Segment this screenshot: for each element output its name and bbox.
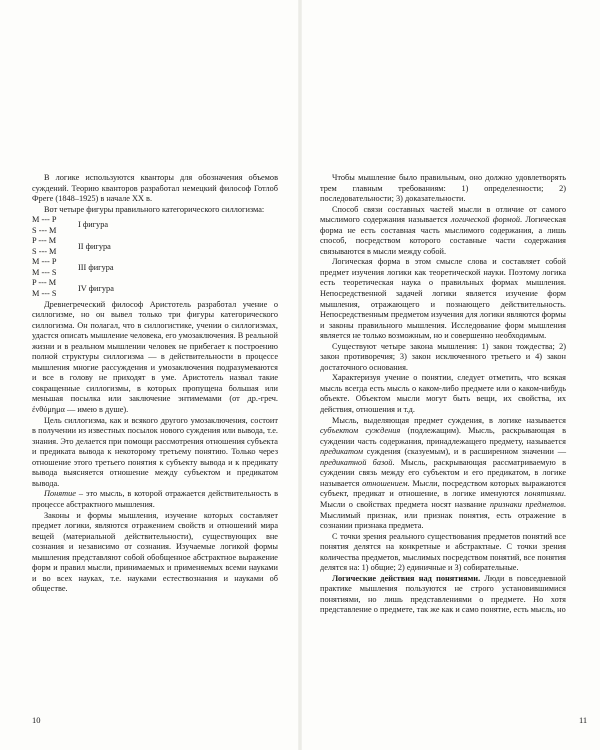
page-number-right: 11	[579, 715, 588, 725]
figure-premise: S --- M	[32, 246, 57, 256]
figure-premise: M --- S	[32, 289, 57, 299]
term-concepts: понятиями	[524, 489, 564, 499]
figure-row	[32, 278, 114, 289]
paragraph-concept-kinds: С точки зрения реального существования предметов понятий все понятия делятся на конкретные и абстрактные. С точки зрения количества предметов, мыслимых посредством понятий, все понятия делятся на: 1) общие; 2) единичные и 3) собирательные.	[320, 531, 566, 573]
term-predicate-base: предикатной базой	[320, 457, 393, 467]
paragraph-logical-actions	[320, 574, 566, 616]
paragraph-figures-heading: Вот четыре фигуры правильного категорического силлогизма:	[44, 204, 265, 214]
paragraph-aristotle: Древнегреческий философ Аристотель разработал учение о силлогизме, но он вывел только три фигуры категорического силлогизма. Он полагал, что в силлогистике, учении о силлогизмах, удастся описать мышление человека, его умозаключения. В реальной жизни и в реальном мышлении человек не прибегает к построению полной структуры силлогизма — в действительности в процессе мышления многие рассуждения и умозаключения подразумеваются и все в голову не приходят в уме. Аристотель назвал такие сокращенные силлогизмы, в которых пропущена большая или меньшая посылка или заключение энтимемами (от др.-греч. ἐνθύμημα — имею в душе).	[32, 299, 278, 415]
text-run: . Мысль, раскрывающая рассматриваемую в суждении связь между его субъектом и его предикатом, в логике называется	[320, 457, 566, 488]
paragraph-four-laws: Существуют четыре закона мышления: 1) закон тождества; 2) закон противоречия; 3) закон исключенного третьего и 4) закон достаточного основания.	[320, 341, 566, 372]
text-run: Способ связи составных частей мысли в отличие от самого мыслимого содержания называется	[320, 204, 566, 225]
term-subject: субъектом суждения	[320, 426, 401, 436]
figure-premise: P --- M	[32, 278, 57, 288]
figure-label: I фигура	[78, 220, 109, 230]
figure-label: III фигура	[78, 262, 114, 272]
figure-label: IV фигура	[78, 283, 114, 293]
figure-row	[32, 215, 114, 226]
term-concept: Понятие	[44, 489, 76, 499]
figure-label: II фигура	[78, 241, 111, 251]
paragraph-judgement	[320, 416, 566, 532]
figure-premise: P --- M	[32, 236, 57, 246]
right-page	[300, 0, 600, 750]
paragraph-object-of-thought: Характеризуя учение о понятии, следует отметить, что всякая мысль всегда есть мысль о каком-либо предмете или о каком-нибудь объекте. Объектом мысли могут быть вещи, их свойства, их действия, отношения и т.д.	[320, 373, 566, 415]
text-run: суждения (сказуемым), и в расширенном значении —	[363, 447, 566, 457]
text-run: . Мысли о свойствах предмета носят название	[320, 489, 566, 509]
paragraph-syllogism-goal: Цель силлогизма, как и всякого другого умозаключения, состоит в получении из известных посылок нового суждения или вывода, т.е. знания. Это делается при помощи рассмотрения отношения субъекта и предиката вывода к некоторому третьему понятию. Только через отношение этого третьего понятия к субъекту вывода и к предикату вывода выясняется отношение между субъектом и предикатом вывода.	[32, 415, 278, 488]
figure-row	[32, 236, 114, 247]
left-page-text	[32, 173, 278, 595]
text-run: Люди в повседневной практике мышления пользуются не строго установившимися понятиями, но лишь представлениями о предмете. Но хотя представление о предмете, так же как и само понятие, есть мысль, но	[320, 573, 566, 615]
term-features: признаки предметов	[489, 499, 564, 509]
text-run: . Мыслимый признак, или признак понятия, есть отражение в сознании признака предмета.	[320, 499, 566, 531]
term-logical-form: логической формой	[451, 215, 520, 225]
text-run: . Логическая форма не есть составная часть мыслимого содержания, а лишь способ, посредством которого составные части содержания связываются в мысли между собой.	[320, 215, 566, 256]
syllogism-figures-table	[32, 215, 114, 299]
figure-premise: M --- S	[32, 267, 57, 277]
figure-premise: S --- M	[32, 225, 57, 235]
paragraph-laws-forms: Законы и формы мышления, изучение которых составляет предмет логики, являются отражением свойств и отношений мира вещей (материальной действительности), существующих вне сознания и независимо от сознания. Изучаемые логикой формы мышления представляют собой обобщенное абстрактное выражение форм и правил мысли, принимаемых и применяемых всеми науками и во всех науках, т.е. науками естествознания и науками об обществе.	[32, 510, 278, 594]
right-page-text	[320, 173, 566, 616]
paragraph-correct-thinking: Чтобы мышление было правильным, оно должно удовлетворять трем главным требованиям: 1) определенности; 2) последовательности; 3) доказательности.	[320, 173, 566, 204]
term-predicate: предикатом	[320, 447, 364, 457]
figure-premise: M --- P	[32, 215, 57, 225]
page-number-left: 10	[32, 715, 41, 725]
figure-row	[32, 257, 114, 268]
text-run: (подлежащим). Мысль, раскрывающая в суждении часть содержания, принадлежащего предмету, называется	[320, 426, 566, 446]
paragraph-logical-form	[320, 205, 566, 258]
paragraph-concept-definition	[32, 489, 278, 510]
paragraph-logic-subject: Логическая форма в этом смысле слова и составляет собой предмет изучения логики как теоретической науки. Поэтому логика есть теоретическая наука о правильных формах мышления. Непосредственной задачей логики является изучение форм мышления, отражающего и познающего действительность. Непосредственным предметом изучения для логики являются формы и законы правильного мышления. Исследование форм мышления является не только возможным, но и совершенно необходимым.	[320, 257, 566, 341]
concept-definition-text: – это мысль, в которой отражается действительность в процессе абстрактного мышления.	[32, 489, 278, 509]
heading-logical-actions: Логические действия над понятиями.	[332, 573, 481, 583]
text-run: . Мысли, посредством которых выражаются субъект, предикат и отношение, в логике именуются	[320, 478, 566, 499]
figure-premise: M --- P	[32, 257, 57, 267]
paragraph-quantifiers: В логике используются кванторы для обозначения объемов суждений. Теорию кванторов разработал немецкий философ Готлоб Фреге (1848–1925) в начале XX в.	[32, 173, 278, 204]
text-run: Мысль, выделяющая предмет суждения, в логике называется	[332, 415, 566, 425]
term-relation: отношением	[362, 478, 408, 488]
